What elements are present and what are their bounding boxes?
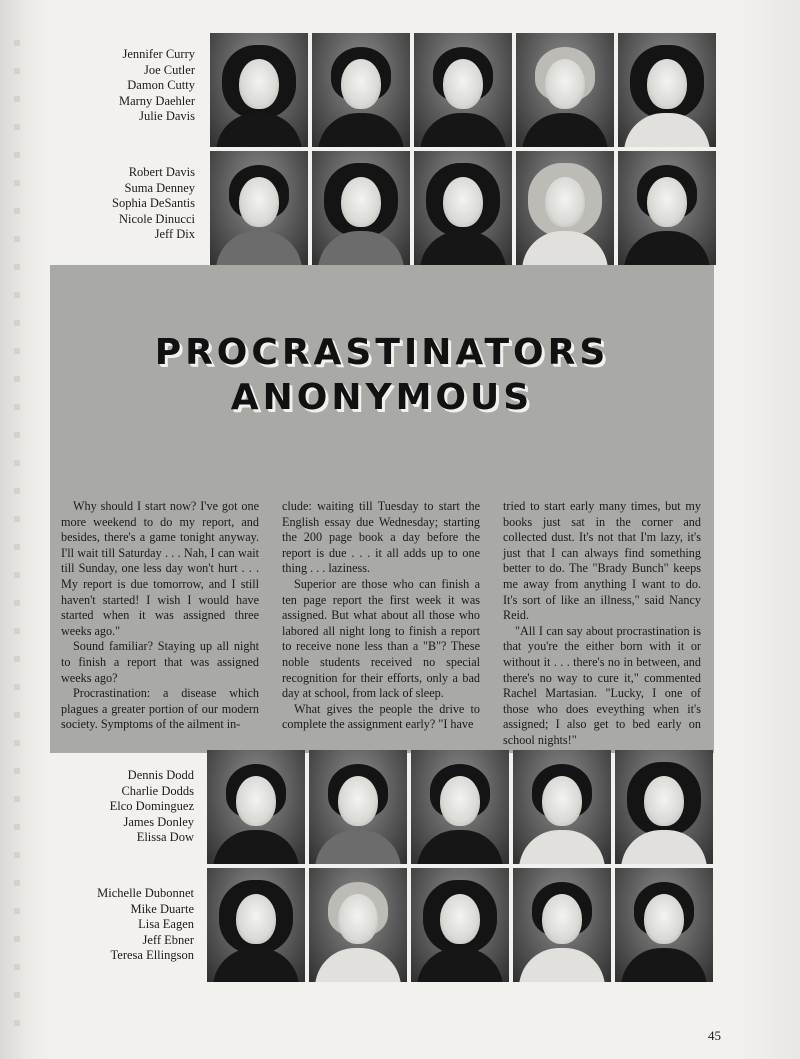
article-headline (50, 330, 714, 420)
photo-row-1 (210, 33, 716, 147)
student-portrait (309, 750, 407, 864)
article-paragraph: Sound familiar? Staying up all night to finish a report that was assigned weeks ago? (61, 639, 259, 685)
name-list-row-1 (45, 47, 195, 125)
student-portrait (207, 868, 305, 982)
student-portrait (516, 151, 614, 265)
student-name: Julie Davis (139, 109, 195, 123)
student-name: Sophia DeSantis (112, 196, 195, 210)
student-name: Elco Dominguez (109, 799, 194, 813)
article-paragraph: Why should I start now? I've got one more weekend to do my report, and besides, there's a game tonight anyway. I'll wait till Saturday . . . Nah, I can wait till Sunday, one less day won't hurt . . . My report is due tomorrow, and I still haven't started! I wish I would have started when it was assigned three weeks ago." (61, 499, 259, 638)
photo-row-3 (207, 750, 713, 864)
article-paragraph: tried to start early many times, but my books just sat in the corner and collected dust. It's not that I'm lazy, it's just that I can always find something better to do. The "Brady Bunch" keeps me away from anything I want to do. It's sort of like an illness," said Nancy Reid. (503, 499, 701, 623)
article-column-2 (282, 499, 480, 733)
student-name: Elissa Dow (136, 830, 194, 844)
student-portrait (312, 151, 410, 265)
student-name: Michelle Dubonnet (97, 886, 194, 900)
student-portrait (513, 750, 611, 864)
headline-line: PROCRASTINATORS (154, 332, 610, 373)
page-number: 45 (708, 1028, 721, 1043)
page-edge (730, 0, 800, 1059)
article-paragraph: Procrastination: a disease which plagues a greater portion of our modern society. Symptoms of the ailment in- (61, 686, 259, 732)
student-portrait (618, 33, 716, 147)
student-name: Suma Denney (124, 180, 195, 195)
student-name: Robert Davis (128, 165, 195, 179)
student-name: Dennis Dodd (127, 768, 194, 782)
student-portrait (615, 750, 713, 864)
student-name: Jeff Dix (154, 227, 195, 241)
student-portrait (210, 33, 308, 147)
student-name: Lisa Eagen (138, 917, 194, 931)
article-paragraph: "All I can say about procrastination is that you're the either born with it or without it . . . there's no in between, and there's no way to cure it," commented Rachel Martasian. "Lucky, I one of those who does eveything when it's assigned; I also get to bed early on school nights!" (503, 623, 701, 747)
headline-line: ANONYMOUS (230, 377, 534, 418)
student-portrait (309, 868, 407, 982)
student-name: Jeff Ebner (142, 932, 194, 947)
student-name: Teresa Ellingson (110, 948, 194, 962)
student-portrait (210, 151, 308, 265)
student-name: Jennifer Curry (122, 47, 195, 61)
name-list-row-4 (44, 886, 194, 964)
student-portrait (411, 750, 509, 864)
student-name: James Donley (123, 814, 194, 829)
article-panel (50, 265, 714, 753)
gutter-marks (14, 40, 20, 1040)
student-name: Joe Cutler (143, 62, 195, 77)
student-portrait (516, 33, 614, 147)
article-column-1 (61, 499, 259, 733)
photo-row-4 (207, 868, 713, 982)
photo-row-2 (210, 151, 716, 265)
student-portrait (618, 151, 716, 265)
student-portrait (411, 868, 509, 982)
name-list-row-2 (45, 165, 195, 243)
student-portrait (615, 868, 713, 982)
student-name: Charlie Dodds (121, 783, 194, 798)
student-portrait (414, 33, 512, 147)
article-paragraph: clude: waiting till Tuesday to start the English essay due Wednesday; starting the 200 page book a day before the report is due . . . it all adds up to one thing . . . laziness. (282, 499, 480, 576)
student-portrait (513, 868, 611, 982)
student-portrait (312, 33, 410, 147)
student-name: Damon Cutty (127, 78, 195, 92)
article-paragraph: What gives the people the drive to complete the assignment early? "I have (282, 701, 480, 732)
article-column-3 (503, 499, 701, 749)
student-name: Marny Daehler (118, 93, 195, 108)
name-list-row-3 (44, 768, 194, 846)
student-name: Nicole Dinucci (118, 211, 195, 226)
student-portrait (414, 151, 512, 265)
student-portrait (207, 750, 305, 864)
article-paragraph: Superior are those who can finish a ten page report the first week it was assigned. But what about all those who labored all night long to finish a report to receive none less than a "B"? These noble students received no special recognition for their efforts, only a bad day at school, from lack of sleep. (282, 576, 480, 701)
student-name: Mike Duarte (130, 901, 194, 916)
